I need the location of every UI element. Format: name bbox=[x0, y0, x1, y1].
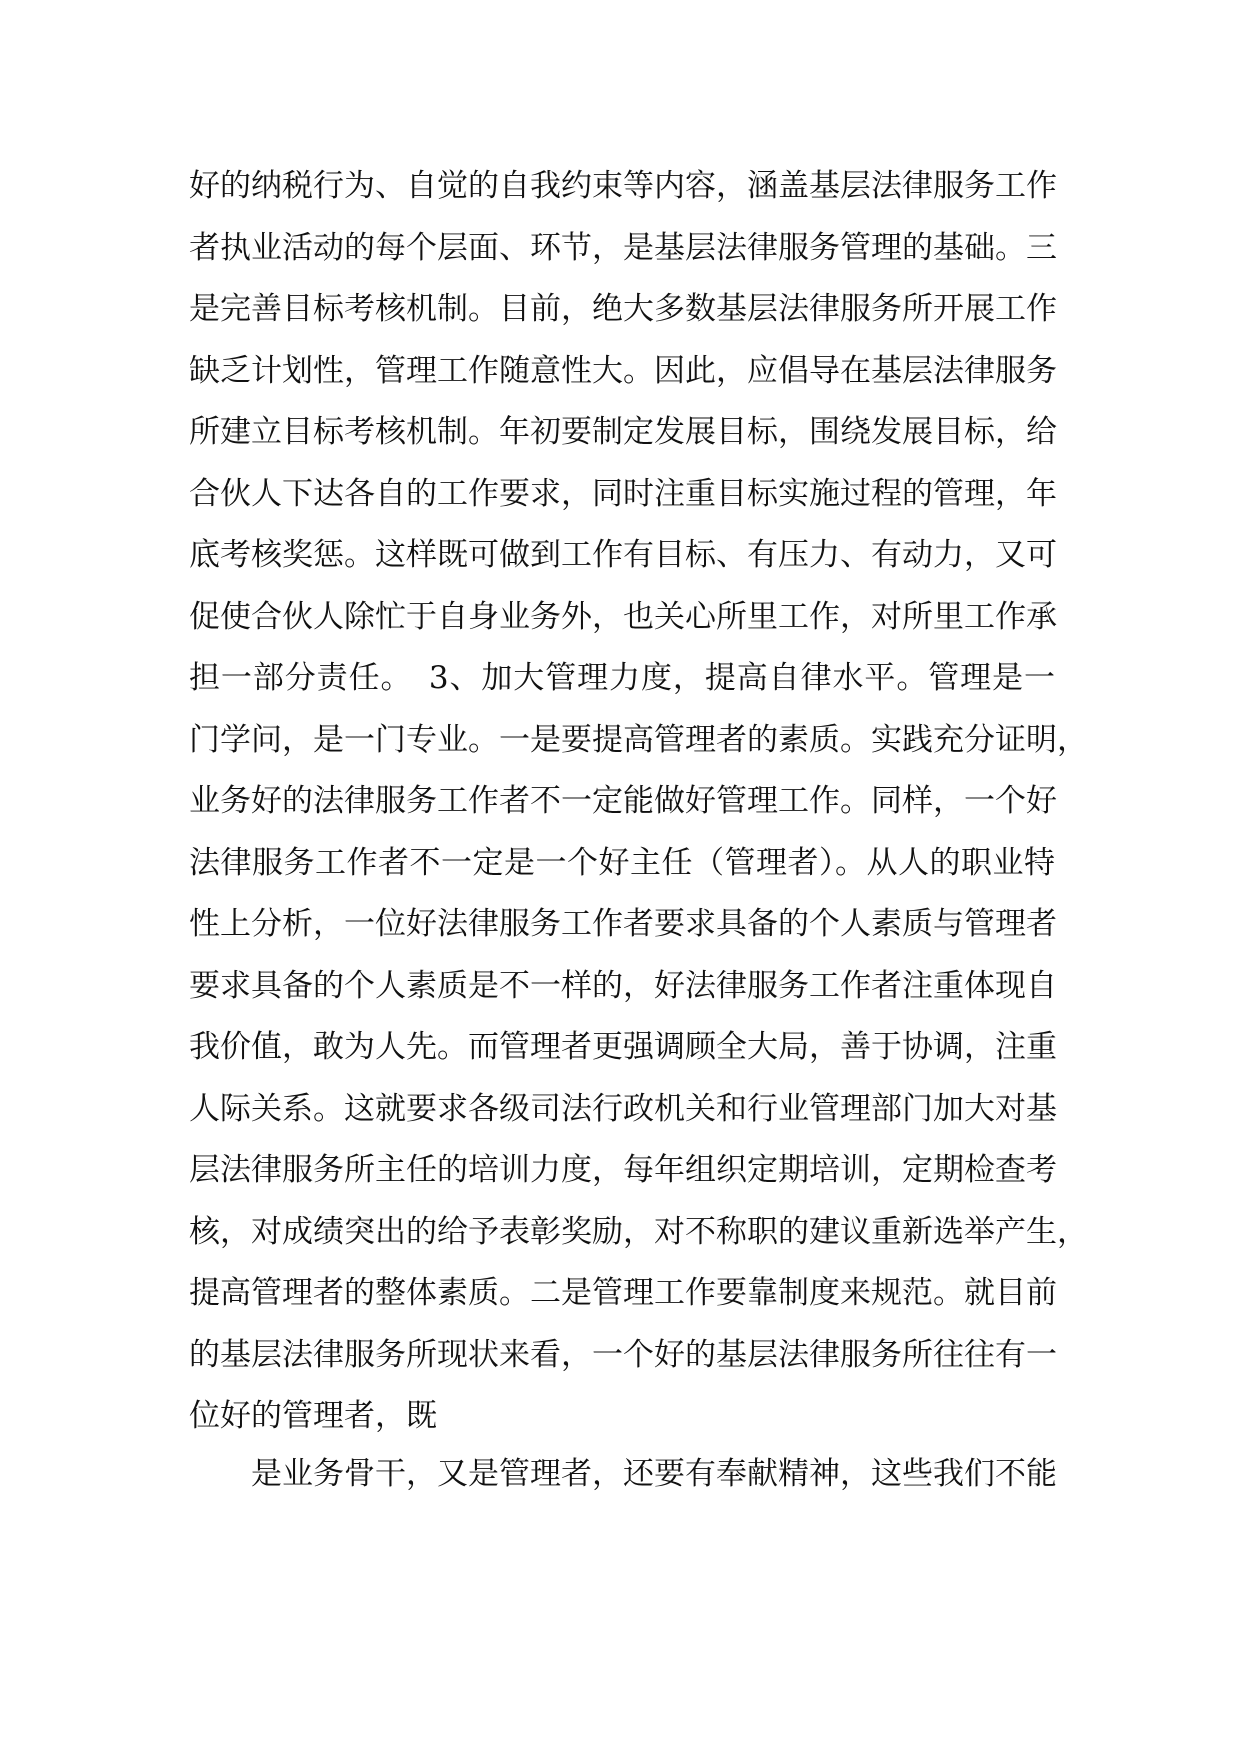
text-line: 提高管理者的整体素质。二是管理工作要靠制度来规范。就目前 bbox=[189, 1275, 1057, 1311]
text-line: 合伙人下达各自的工作要求，同时注重目标实施过程的管理，年 bbox=[189, 475, 1057, 512]
text-line: 缺乏计划性，管理工作随意性大。因此，应倡导在基层法律服务 bbox=[189, 352, 1057, 389]
text-line: 所建立目标考核机制。年初要制定发展目标，围绕发展目标，给 bbox=[189, 414, 1057, 450]
paragraph-1 bbox=[189, 156, 1088, 1448]
text-line: 层法律服务所主任的培训力度，每年组织定期培训，定期检查考 bbox=[189, 1152, 1057, 1188]
text-line: 要求具备的个人素质是不一样的，好法律服务工作者注重体现自 bbox=[189, 967, 1057, 1004]
text-line: 核，对成绩突出的给予表彰奖励，对不称职的建议重新选举产生， bbox=[189, 1213, 1088, 1250]
text-line: 位好的管理者，既 bbox=[189, 1398, 437, 1434]
text-line: 好的纳税行为、自觉的自我约束等内容，涵盖基层法律服务工作 bbox=[189, 168, 1057, 204]
paragraph-2 bbox=[189, 1444, 1055, 1506]
text-line: 的基层法律服务所现状来看，一个好的基层法律服务所往往有一 bbox=[189, 1336, 1057, 1373]
text-line: 促使合伙人除忙于自身业务外，也关心所里工作，对所里工作承 bbox=[189, 598, 1057, 635]
text-line: 人际关系。这就要求各级司法行政机关和行业管理部门加大对基 bbox=[189, 1090, 1057, 1127]
text-line: 是完善目标考核机制。目前，绝大多数基层法律服务所开展工作 bbox=[189, 291, 1057, 327]
text-line: 者执业活动的每个层面、环节，是基层法律服务管理的基础。三 bbox=[189, 229, 1057, 266]
text-line: 是业务骨干，又是管理者，还要有奉献精神，这些我们不能 bbox=[251, 1456, 1057, 1492]
text-line: 担一部分责任。 3、加大管理力度，提高自律水平。管理是一 bbox=[189, 660, 1055, 696]
text-line: 底考核奖惩。这样既可做到工作有目标、有压力、有动力，又可 bbox=[189, 537, 1057, 573]
text-line: 业务好的法律服务工作者不一定能做好管理工作。同样，一个好 bbox=[189, 783, 1057, 819]
text-line: 性上分析，一位好法律服务工作者要求具备的个人素质与管理者 bbox=[189, 906, 1057, 942]
text-line: 法律服务工作者不一定是一个好主任（管理者）。从人的职业特 bbox=[189, 844, 1055, 881]
text-line: 我价值，敢为人先。而管理者更强调顾全大局，善于协调，注重 bbox=[189, 1029, 1057, 1065]
text-line: 门学问，是一门专业。一是要提高管理者的素质。实践充分证明， bbox=[189, 721, 1088, 758]
